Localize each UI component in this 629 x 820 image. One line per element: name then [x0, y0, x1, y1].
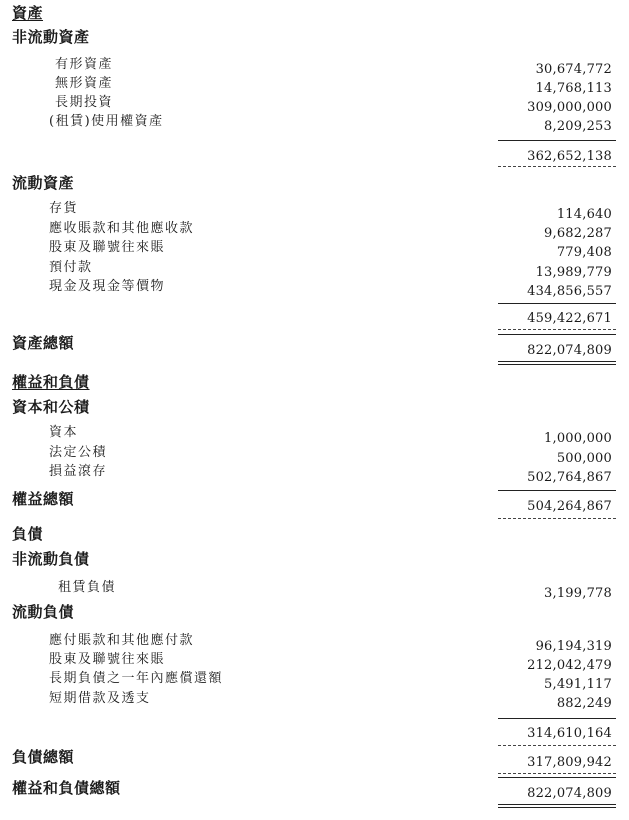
non-current-assets-heading: 非流動資產 [12, 28, 90, 46]
line-item-value: 96,194,319 [535, 639, 612, 654]
total-assets-label: 資產總額 [12, 334, 75, 352]
subtotal-rule [498, 777, 616, 778]
line-item-label: 預付款 [49, 260, 93, 275]
subtotal-underline [498, 166, 616, 167]
line-item-label: 應付賬款和其他應付款 [49, 633, 195, 648]
capital-heading: 資本和公積 [12, 398, 90, 416]
line-item-label: 應收賬款和其他應收款 [49, 221, 195, 236]
total-liabilities-label: 負債總額 [12, 748, 75, 766]
grand-total-label: 權益和負債總額 [12, 779, 121, 797]
line-item-label: 有形資產 [55, 57, 114, 72]
subtotal-underline [498, 745, 616, 746]
line-item-value: 9,682,287 [544, 226, 612, 241]
line-item-value: 14,768,113 [535, 81, 612, 96]
equity-liabilities-title: 權益和負債 [12, 373, 90, 391]
assets-title: 資產 [12, 4, 44, 22]
subtotal-rule [498, 334, 616, 335]
current-liabilities-subtotal: 314,610,164 [527, 726, 612, 741]
line-item-value: 434,856,557 [527, 284, 612, 299]
current-liabilities-heading: 流動負債 [12, 603, 75, 621]
line-item-label: 法定公積 [49, 445, 108, 460]
line-item-value: 502,764,867 [527, 470, 612, 485]
line-item-label: 存貨 [49, 201, 79, 216]
line-item-label: 股東及聯號往來賬 [49, 652, 166, 667]
total-liabilities-value: 317,809,942 [527, 755, 612, 770]
line-item-value: 500,000 [556, 451, 612, 466]
total-equity-label: 權益總額 [12, 490, 75, 508]
current-assets-heading: 流動資產 [12, 174, 75, 192]
line-item-value: 3,199,778 [544, 586, 612, 601]
non-current-assets-subtotal: 362,652,138 [527, 149, 612, 164]
line-item-value: 212,042,479 [527, 658, 612, 673]
double-underline [498, 361, 616, 365]
subtotal-underline [498, 773, 616, 774]
line-item-value: 8,209,253 [544, 119, 612, 134]
subtotal-underline [498, 518, 616, 519]
line-item-value: 114,640 [556, 207, 612, 222]
line-item-label: 現金及現金等價物 [49, 279, 166, 294]
total-equity-value: 504,264,867 [527, 499, 612, 514]
non-current-liabilities-heading: 非流動負債 [12, 550, 90, 568]
line-item-label: 長期投資 [55, 95, 114, 110]
line-item-label: (租賃)使用權資產 [49, 114, 164, 129]
subtotal-rule [498, 140, 616, 141]
subtotal-underline [498, 329, 616, 330]
line-item-value: 882,249 [556, 696, 612, 711]
line-item-value: 1,000,000 [544, 431, 612, 446]
liabilities-heading: 負債 [12, 525, 44, 543]
line-item-value: 13,989,779 [535, 265, 612, 280]
line-item-label: 短期借款及透支 [49, 691, 151, 706]
total-assets-value: 822,074,809 [527, 343, 612, 358]
line-item-value: 5,491,117 [544, 677, 612, 692]
grand-total-value: 822,074,809 [527, 786, 612, 801]
current-assets-subtotal: 459,422,671 [527, 311, 612, 326]
double-underline [498, 804, 616, 808]
line-item-label: 租賃負債 [58, 580, 117, 595]
line-item-label: 無形資產 [55, 76, 114, 91]
line-item-label: 損益滾存 [49, 464, 108, 479]
line-item-value: 30,674,772 [535, 62, 612, 77]
subtotal-rule [498, 718, 616, 719]
line-item-label: 資本 [49, 425, 79, 440]
subtotal-rule [498, 303, 616, 304]
line-item-label: 股東及聯號往來賬 [49, 240, 166, 255]
subtotal-rule [498, 490, 616, 491]
line-item-value: 309,000,000 [527, 100, 612, 115]
line-item-value: 779,408 [556, 245, 612, 260]
line-item-label: 長期負債之一年內應償還額 [49, 671, 224, 686]
